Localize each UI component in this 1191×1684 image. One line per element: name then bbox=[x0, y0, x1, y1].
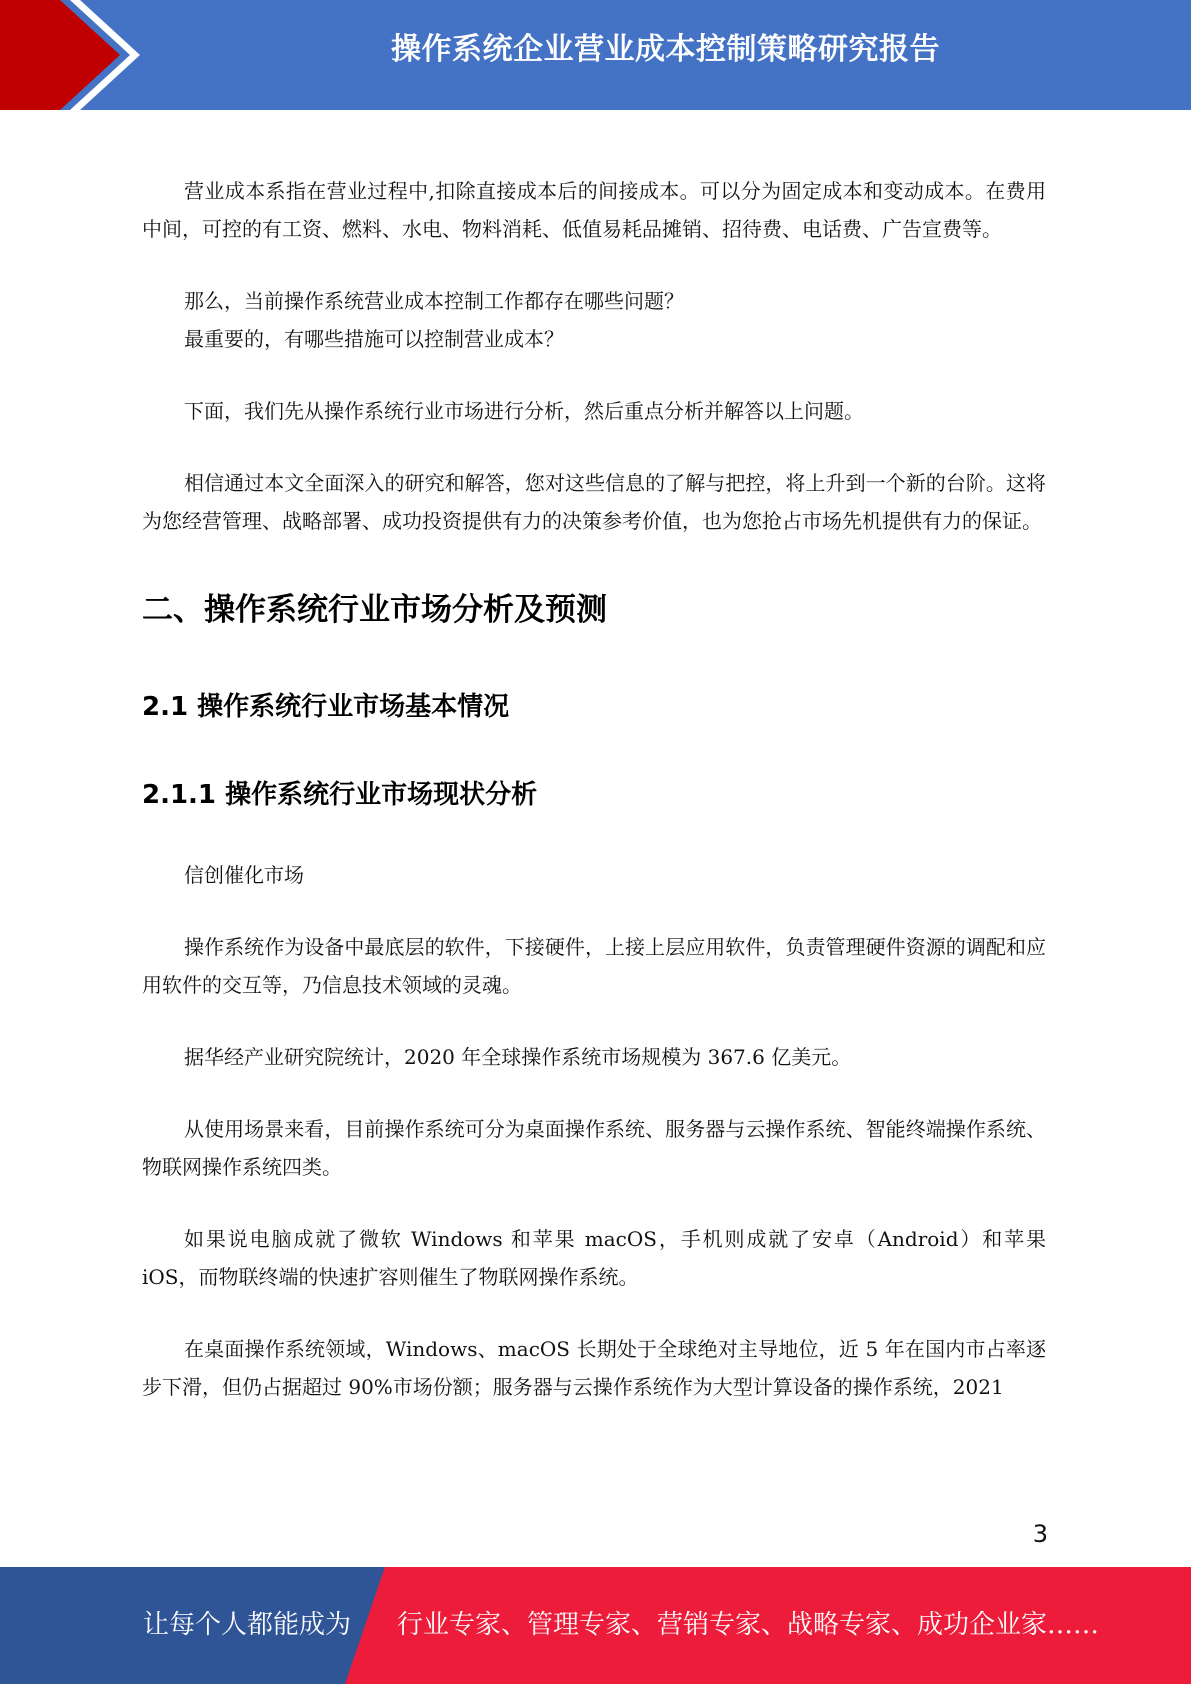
page-number: 3 bbox=[1032, 1520, 1048, 1548]
header-banner bbox=[0, 0, 1191, 110]
footer-slogan-lead: 让每个人都能成为 bbox=[143, 1610, 352, 1640]
paragraph-os-categories: 从使用场景来看，目前操作系统可分为桌面操作系统、服务器与云操作系统、智能终端操作系统、物联网操作系统四类。 bbox=[142, 1117, 1046, 1179]
paragraph-platforms: 如果说电脑成就了微软 Windows 和苹果 macOS，手机则成就了安卓（Android）和苹果 iOS，而物联终端的快速扩容则催生了物联网操作系统。 bbox=[142, 1227, 1046, 1289]
footer-slogan-roles: 行业专家、管理专家、营销专家、战略专家、成功企业家…… bbox=[397, 1610, 1100, 1640]
section-heading-market-analysis: 二、操作系统行业市场分析及预测 bbox=[142, 592, 607, 628]
document-title: 操作系统企业营业成本控制策略研究报告 bbox=[391, 32, 940, 67]
paragraph-desktop-market: 在桌面操作系统领域，Windows、macOS 长期处于全球绝对主导地位，近 5 年在国内市占率逐步下滑，但仍占据超过 90%市场份额；服务器与云操作系统作为大型计算设备的操作系统，2021 bbox=[142, 1337, 1046, 1399]
paragraph-question-measures: 最重要的，有哪些措施可以控制营业成本？ bbox=[184, 327, 564, 351]
footer-banner bbox=[0, 1567, 1191, 1684]
paragraph-os-role: 操作系统作为设备中最底层的软件，下接硬件，上接上层应用软件，负责管理硬件资源的调配和应用软件的交互等，乃信息技术领域的灵魂。 bbox=[142, 935, 1046, 997]
paragraph-xinchuang: 信创催化市场 bbox=[184, 863, 304, 887]
paragraph-analysis-intro: 下面，我们先从操作系统行业市场进行分析，然后重点分析并解答以上问题。 bbox=[184, 399, 864, 423]
document-body bbox=[142, 172, 1046, 1406]
subsubsection-heading-market-status: 2.1.1 操作系统行业市场现状分析 bbox=[142, 780, 538, 810]
paragraph-market-size: 据华经产业研究院统计，2020 年全球操作系统市场规模为 367.6 亿美元。 bbox=[184, 1045, 852, 1069]
paragraph-question-problems: 那么，当前操作系统营业成本控制工作都存在哪些问题？ bbox=[184, 289, 684, 313]
paragraph-operating-cost-definition: 营业成本系指在营业过程中,扣除直接成本后的间接成本。可以分为固定成本和变动成本。在费用中间，可控的有工资、燃料、水电、物料消耗、低值易耗品摊销、招待费、电话费、广告宣费等。 bbox=[142, 179, 1046, 241]
subsection-heading-market-basics: 2.1 操作系统行业市场基本情况 bbox=[142, 692, 510, 722]
paragraph-value-statement: 相信通过本文全面深入的研究和解答，您对这些信息的了解与把控，将上升到一个新的台阶。这将为您经营管理、战略部署、成功投资提供有力的决策参考价值，也为您抢占市场先机提供有力的保证。 bbox=[142, 471, 1046, 533]
